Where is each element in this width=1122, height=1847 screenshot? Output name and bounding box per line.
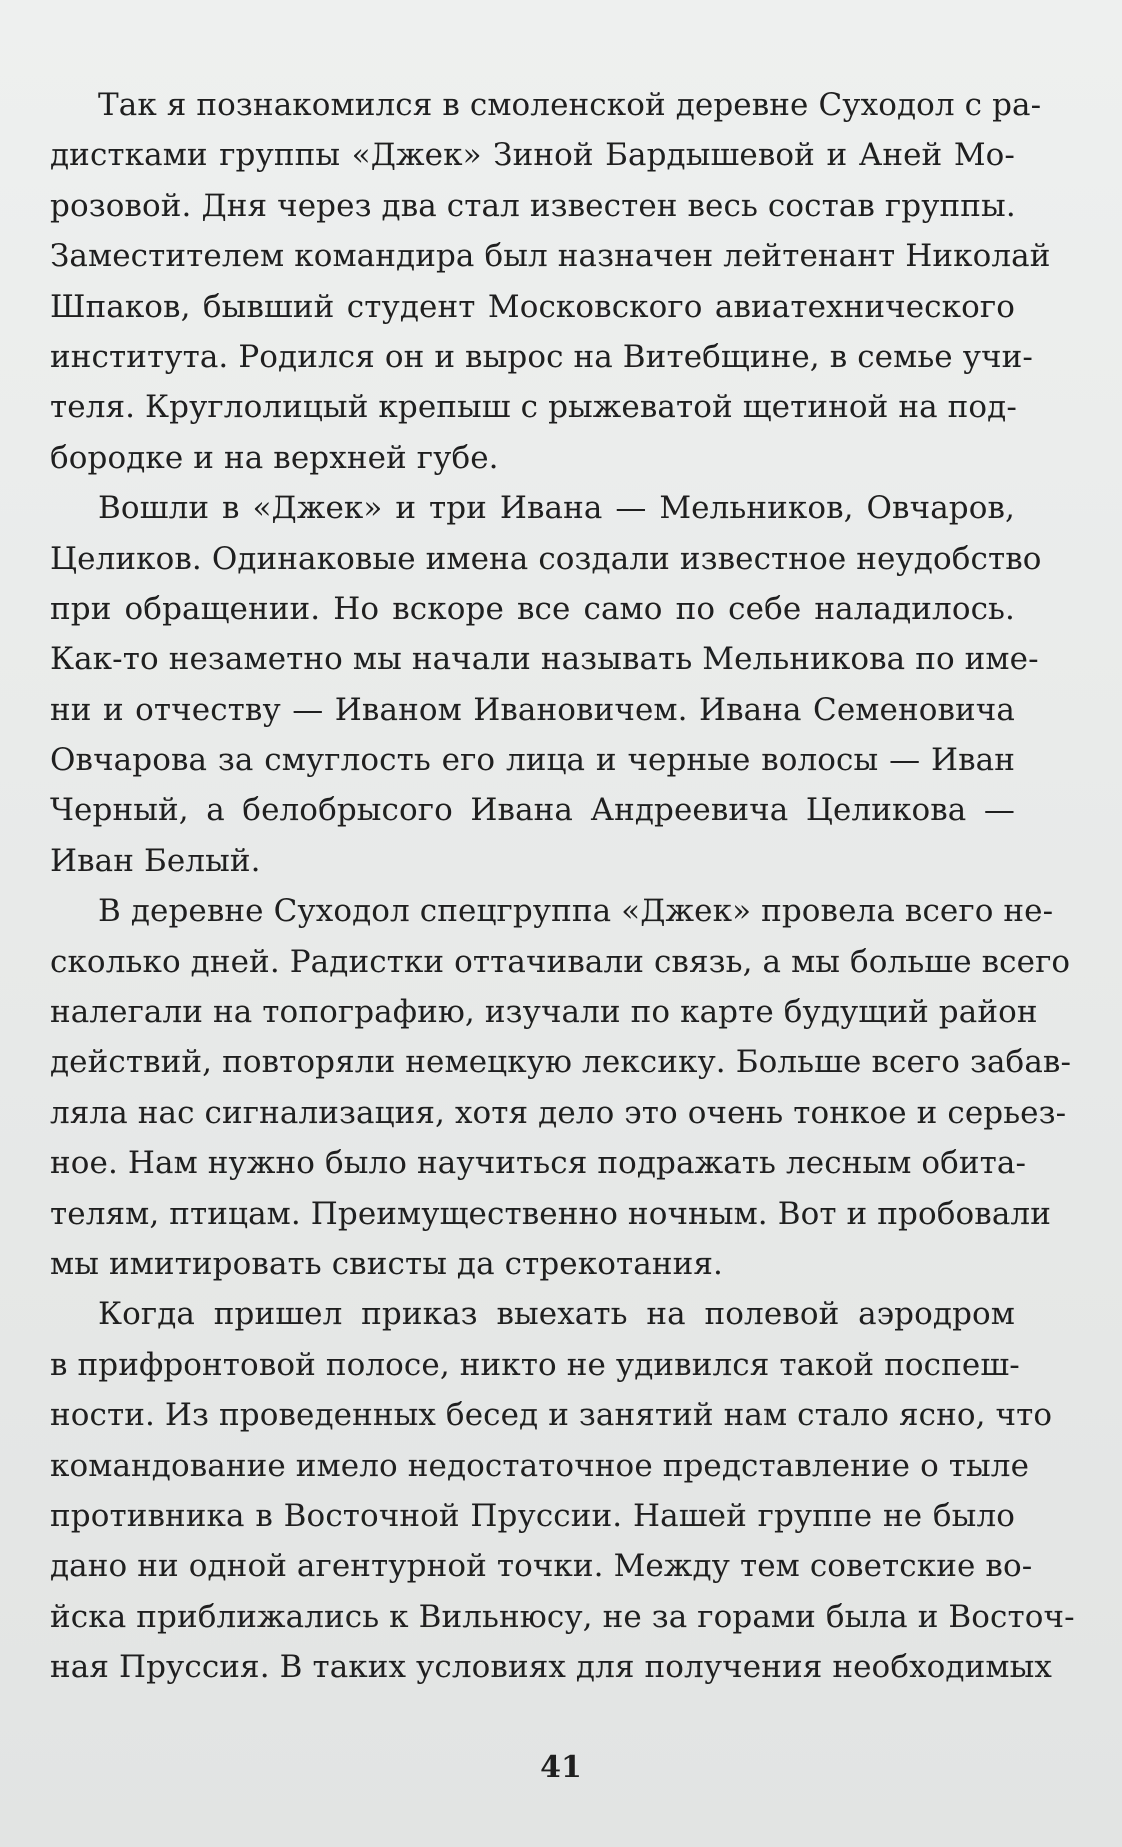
- text-line: ности. Из проведенных бесед и занятий нам стало ясно, что: [50, 1397, 1053, 1434]
- text-line: налегали на топографию, изучали по карте будущий район: [50, 994, 1038, 1031]
- text-line: Иван Белый.: [50, 842, 261, 879]
- text-line: Так я познакомился в смоленской деревне Суходол с ра-: [98, 87, 1042, 123]
- text-line: Черный, а белобрысого Ивана Андреевича Целикова —: [50, 792, 1015, 829]
- body-text: [50, 80, 1075, 1693]
- text-line: Овчарова за смуглость его лица и черные волосы — Иван: [50, 742, 1015, 779]
- text-line: ная Пруссия. В таких условиях для получения необходимых: [50, 1649, 1052, 1686]
- text-line: в прифронтовой полосе, никто не удивился такой поспеш-: [50, 1346, 1020, 1383]
- text-line: Как-то незаметно мы начали называть Мельникова по име-: [50, 641, 1039, 678]
- text-line: командование имело недостаточное представление о тыле: [50, 1447, 1030, 1484]
- text-line: Когда пришел приказ выехать на полевой аэродром: [98, 1296, 1015, 1333]
- text-line: сколько дней. Радистки оттачивали связь, а мы больше всего: [50, 943, 1071, 980]
- text-line: телям, птицам. Преимущественно ночным. Вот и пробовали: [50, 1195, 1051, 1232]
- text-line: ни и отчеству — Иваном Ивановичем. Ивана Семеновича: [50, 691, 1015, 728]
- text-line: розовой. Дня через два стал известен весь состав группы.: [50, 187, 1016, 224]
- text-line: Вошли в «Джек» и три Ивана — Мельников, Овчаров,: [98, 490, 1015, 527]
- text-line: Заместителем командира был назначен лейтенант Николай: [50, 238, 1051, 275]
- text-line: ляла нас сигнализация, хотя дело это очень тонкое и серьез-: [50, 1094, 1067, 1131]
- text-line: йска приближались к Вильнюсу, не за горами была и Восточ-: [50, 1598, 1075, 1635]
- text-line: института. Родился он и вырос на Витебщине, в семье учи-: [50, 338, 1033, 375]
- page-number: 41: [540, 1750, 582, 1785]
- text-line: В деревне Суходол спецгруппа «Джек» провела всего не-: [98, 893, 1054, 930]
- text-line: Целиков. Одинаковые имена создали известное неудобство: [50, 540, 1042, 577]
- text-line: дистками группы «Джек» Зиной Бардышевой и Аней Мо-: [50, 137, 1015, 174]
- text-line: бородке и на верхней губе.: [50, 439, 499, 476]
- text-line: при обращении. Но вскоре все само по себе наладилось.: [50, 590, 1015, 627]
- text-line: дано ни одной агентурной точки. Между тем советские во-: [50, 1548, 1033, 1585]
- text-line: Шпаков, бывший студент Московского авиатехнического: [50, 288, 1015, 325]
- text-line: ное. Нам нужно было научиться подражать лесным обита-: [50, 1145, 1027, 1182]
- text-line: противника в Восточной Пруссии. Нашей группе не было: [50, 1497, 1015, 1534]
- text-line: теля. Круглолицый крепыш с рыжеватой щетиной на под-: [50, 389, 1017, 426]
- text-line: мы имитировать свисты да стрекотания.: [50, 1245, 723, 1282]
- text-line: действий, повторяли немецкую лексику. Больше всего забав-: [50, 1044, 1072, 1081]
